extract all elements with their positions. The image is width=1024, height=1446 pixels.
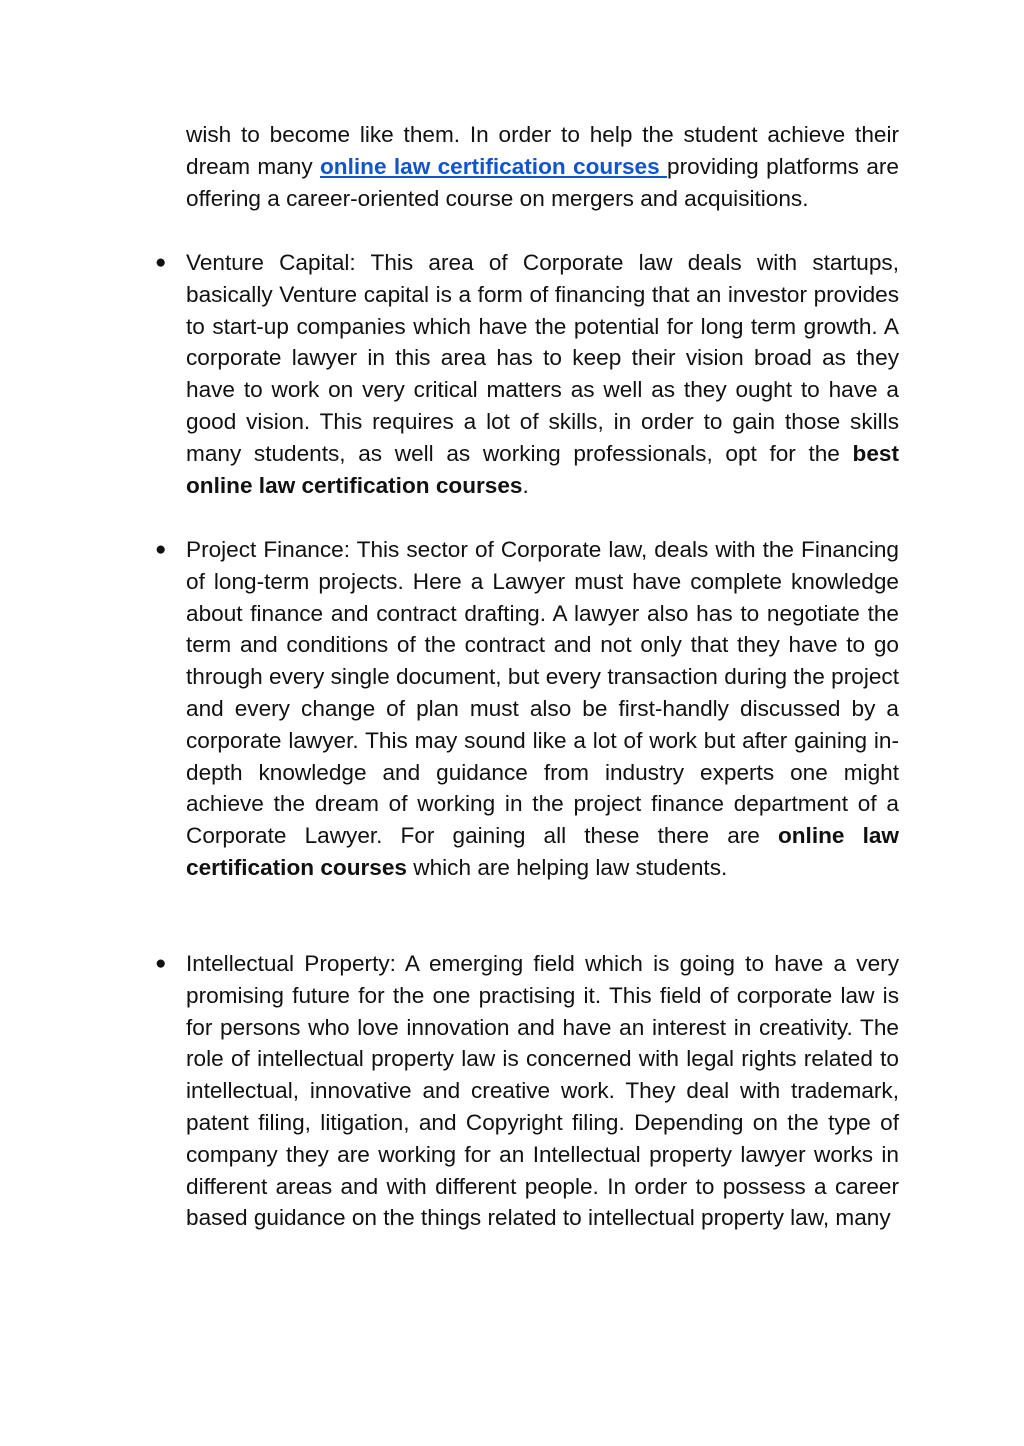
- bullet-marker: ●: [155, 539, 167, 560]
- venture-capital-paragraph: [186, 247, 899, 501]
- intro-text-after: providing platforms are offering a career-oriented course on mergers and acquisitions.: [186, 153, 899, 211]
- venture-capital-text: Venture Capital: This area of Corporate law deals with startups, basically Venture capital is a form of financing that an investor provides to start-up companies which have the potential for long term growth. A corporate lawyer in this area has to keep their vision broad as they have to work on very critical matters as well as they ought to have a good vision. This requires a lot of skills, in order to gain those skills many students, as well as working professionals, opt for the: [186, 250, 899, 466]
- project-finance-text: Project Finance: This sector of Corporate law, deals with the Financing of long-term projects. Here a Lawyer must have complete knowledge about finance and contract drafting. A lawyer also has to negotiate the term and conditions of the contract and not only that they have to go through every single document, but every transaction during the project and every change of plan must also be first-handly discussed by a corporate lawyer. This may sound like a lot of work but after gaining in-depth knowledge and guidance from industry experts one might achieve the dream of working in the project finance department of a Corporate Lawyer. For gaining all these there are: [186, 537, 899, 849]
- online-law-courses-link[interactable]: online law certification courses: [319, 153, 668, 179]
- venture-capital-bold: best online law certification courses: [186, 440, 899, 498]
- intro-paragraph: [186, 119, 899, 214]
- bullet-marker: ●: [155, 953, 167, 974]
- bullet-marker: ●: [155, 252, 167, 273]
- venture-capital-text-after: .: [522, 472, 529, 498]
- intellectual-property-paragraph: [186, 948, 899, 1234]
- project-finance-bold: online law certification courses: [186, 823, 899, 880]
- project-finance-paragraph: [186, 534, 899, 884]
- project-finance-text-after: which are helping law students.: [407, 854, 728, 880]
- intellectual-property-text: Intellectual Property: A emerging field which is going to have a very promising future for the one practising it. This field of corporate law is for persons who love innovation and have an interest in creativity. The role of intellectual property law is concerned with legal rights related to intellectual, innovative and creative work. They deal with trademark, patent filing, litigation, and Copyright filing. Depending on the type of company they are working for an Intellectual property lawyer works in different areas and with different people. In order to possess a career based guidance on the things related to intellectual property law, many: [186, 951, 899, 1231]
- intro-text-before: wish to become like them. In order to help the student achieve their dream many: [186, 122, 899, 179]
